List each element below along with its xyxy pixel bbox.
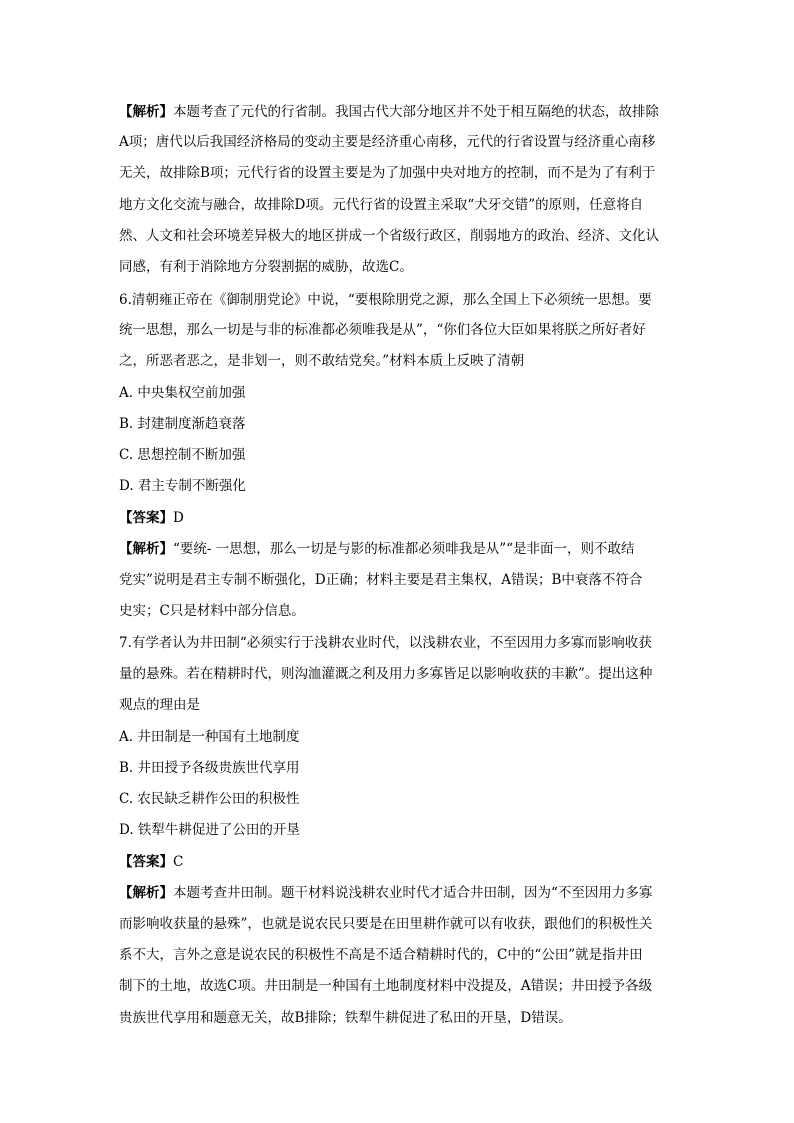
question-6-line-1: 6.清朝雍正帝在《御制朋党论》中说，“要根除朋党之源，那么全国上下必须统一思想。要 [119,292,652,308]
question-7-line-3: 观点的理由是 [119,697,200,713]
analysis-q7-line-5: 贵族世代享用和题意无关，故B排除；铁犁牛耕促进了私田的开垦，D错误。 [119,1010,572,1026]
analysis-q5-line-2: A项；唐代以后我国经济格局的变动主要是经济重心南移，元代的行省设置与经济重心南移 [119,134,656,150]
analysis-q6-line-1: 【解析】“要统- 一思想，那么一切是与影的标准都必须啡我是从”“是非面一，则不敢结 [119,541,635,557]
section-marker: 【解析】 [119,885,173,901]
analysis-q6-line-3: 史实；C只是材料中部分信息。 [119,603,305,619]
question-7-option-a: A. 井田制是一种国有土地制度 [119,729,300,745]
analysis-q5-line-5: 然、人文和社会环境差异极大的地区拼成一个省级行政区，削弱地方的政治、经济、文化认 [119,228,659,244]
section-marker: 【答案】 [119,510,173,526]
question-6-option-d: D. 君主专制不断强化 [119,478,246,494]
analysis-q5-line-3: 无关，故排除B项；元代行省的设置主要是为了加强中央对地方的控制，而不是为了有利于 [119,165,656,181]
section-marker: 【解析】 [119,541,173,557]
question-6-option-c: C. 思想控制不断加强 [119,447,246,463]
question-6-line-3: 之，所恶者恶之，是非划一，则不敢结党矣。”材料本质上反映了清朝 [119,353,525,369]
analysis-q5-line-4: 地方文化交流与融合，故排除D项。元代行省的设置主采取“犬牙交错”的原则，任意将自 [119,197,644,213]
question-6-answer: 【答案】D [119,510,184,526]
question-6-option-a: A. 中央集权空前加强 [119,385,246,401]
analysis-q5-line-6: 同感，有利于消除地方分裂割据的威胁，故选C。 [119,259,413,275]
analysis-q7-line-1: 【解析】本题考查井田制。题干材料说浅耕农业时代才适合井田制，因为“不至因用力多寡 [119,885,653,901]
analysis-q5-line-1: 【解析】本题考查了元代的行省制。我国古代大部分地区并不处于相互隔绝的状态，故排除 [119,104,659,120]
question-6-line-2: 统一思想，那么一切是与非的标准都必须唯我是从”，“你们各位大臣如果将朕之所好者好 [119,322,646,338]
analysis-q6-line-2: 党实”说明是君主专制不断强化，D正确；材料主要是君主集权，A错误；B中衰落不符合 [119,572,643,588]
question-7-option-c: C. 农民缺乏耕作公田的积极性 [119,791,300,807]
analysis-q7-line-2: 而影响收获量的悬殊”，也就是说农民只要是在田里耕作就可以有收获，跟他们的积极性关 [119,916,653,932]
analysis-q7-line-3: 系不大，言外之意是说农民的积极性不高是不适合精耕时代的，C中的“公田”就是指井田 [119,947,643,963]
analysis-q7-line-4: 制下的土地，故选C项。井田制是一种国有土地制度材料中没提及，A错误；井田授予各级 [119,978,653,994]
section-marker: 【解析】 [119,104,173,120]
question-7-line-2: 量的悬殊。若在精耕时代，则沟洫灌溉之利及用力多寡皆足以影响收获的丰歉”。提出这种 [119,666,653,682]
question-7-option-d: D. 铁犁牛耕促进了公田的开垦 [119,822,300,838]
question-7-option-b: B. 井田授予各级贵族世代享用 [119,760,300,776]
section-marker: 【答案】 [119,854,173,870]
question-7-answer: 【答案】C [119,854,184,870]
question-7-line-1: 7.有学者认为井田制“必须实行于浅耕农业时代，以浅耕农业，不至因用力多寡而影响收获 [119,635,652,651]
question-6-option-b: B. 封建制度渐趋衰落 [119,416,246,432]
